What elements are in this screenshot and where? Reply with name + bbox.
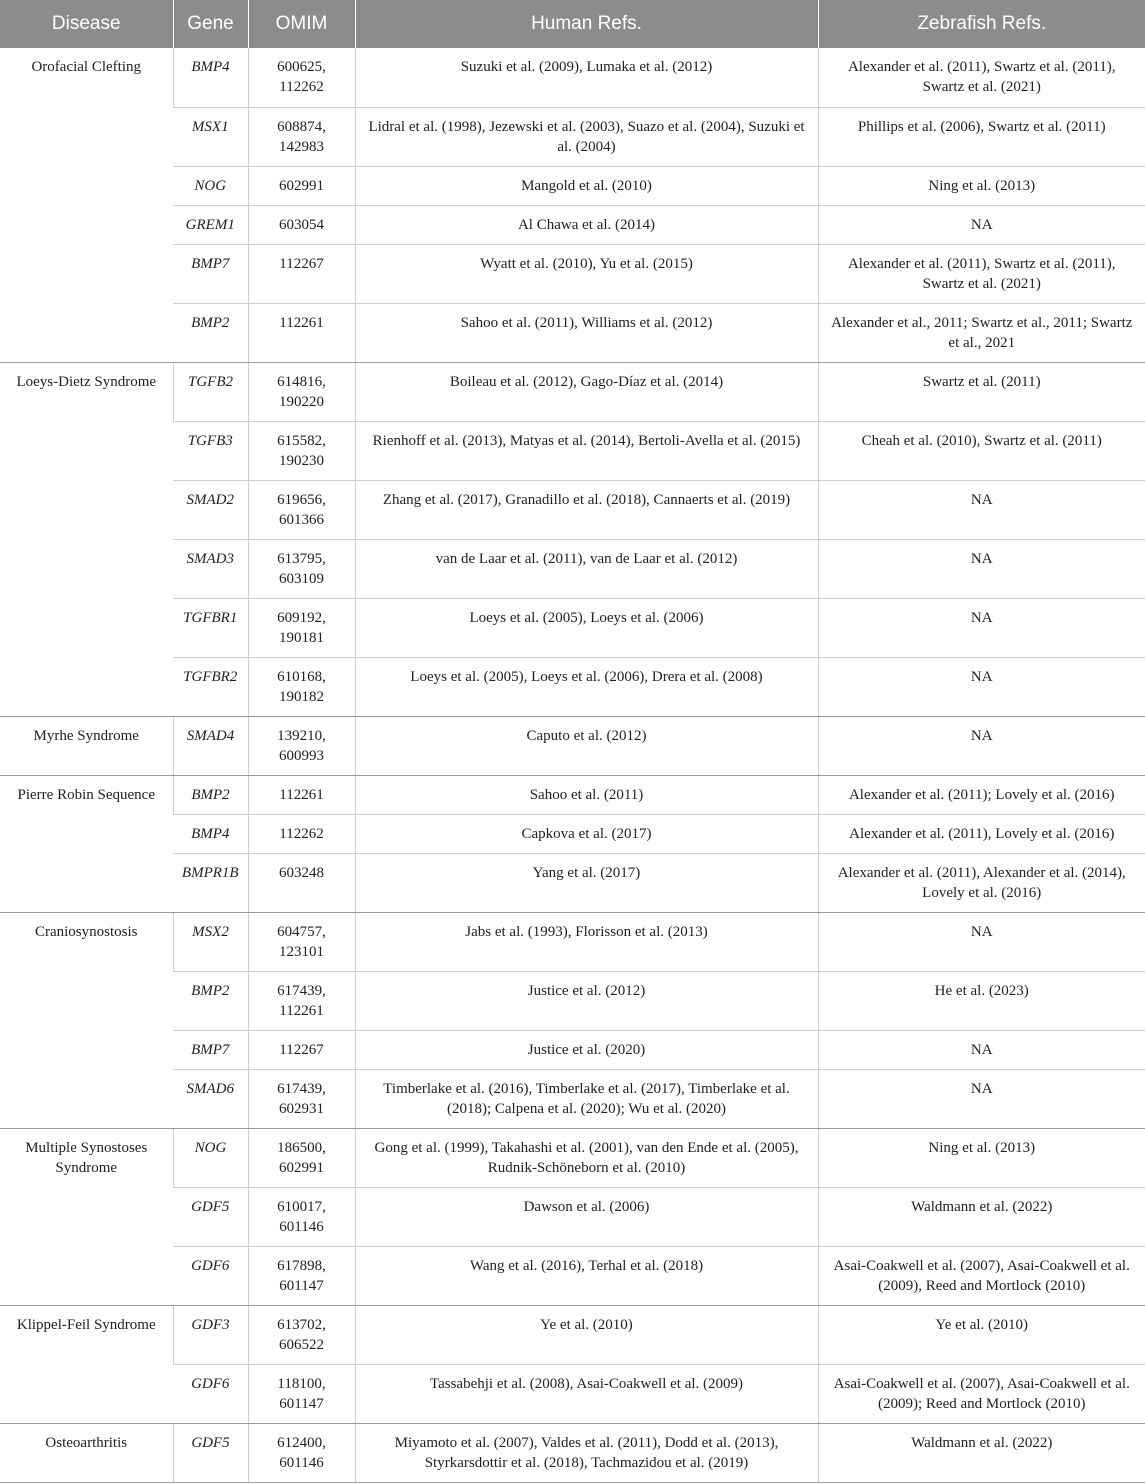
zebrafish-refs-cell: Cheah et al. (2010), Swartz et al. (2011) xyxy=(818,421,1145,480)
omim-cell: 112261 xyxy=(248,303,355,362)
human-refs-cell: Suzuki et al. (2009), Lumaka et al. (2012) xyxy=(355,48,818,107)
zebrafish-refs-cell: NA xyxy=(818,1069,1145,1128)
zebrafish-refs-cell: Phillips et al. (2006), Swartz et al. (2011) xyxy=(818,107,1145,166)
header-omim: OMIM xyxy=(248,0,355,48)
omim-cell: 608874, 142983 xyxy=(248,107,355,166)
omim-cell: 610168, 190182 xyxy=(248,657,355,716)
human-refs-cell: Tassabehji et al. (2008), Asai-Coakwell et al. (2009) xyxy=(355,1364,818,1423)
omim-cell: 186500, 602991 xyxy=(248,1128,355,1187)
omim-cell: 112267 xyxy=(248,1030,355,1069)
human-refs-cell: Caputo et al. (2012) xyxy=(355,716,818,775)
zebrafish-refs-cell: Swartz et al. (2011) xyxy=(818,362,1145,421)
omim-cell: 617898, 601147 xyxy=(248,1246,355,1305)
omim-cell: 613702, 606522 xyxy=(248,1305,355,1364)
human-refs-cell: Capkova et al. (2017) xyxy=(355,814,818,853)
gene-cell: GDF6 xyxy=(173,1246,248,1305)
gene-cell: BMP4 xyxy=(173,48,248,107)
gene-cell: BMP2 xyxy=(173,303,248,362)
disease-cell: Orofacial Clefting xyxy=(0,48,173,362)
table-row xyxy=(0,775,1145,814)
omim-cell: 619656, 601366 xyxy=(248,480,355,539)
table-row xyxy=(0,362,1145,421)
omim-cell: 614816, 190220 xyxy=(248,362,355,421)
omim-cell: 118100, 601147 xyxy=(248,1364,355,1423)
zebrafish-refs-cell: Alexander et al. (2011); Lovely et al. (2016) xyxy=(818,775,1145,814)
table-row xyxy=(0,1128,1145,1187)
omim-cell: 617439, 112261 xyxy=(248,971,355,1030)
omim-cell: 615582, 190230 xyxy=(248,421,355,480)
header-gene: Gene xyxy=(173,0,248,48)
gene-cell: MSX1 xyxy=(173,107,248,166)
gene-cell: BMP7 xyxy=(173,1030,248,1069)
human-refs-cell: Mangold et al. (2010) xyxy=(355,166,818,205)
omim-cell: 112262 xyxy=(248,814,355,853)
omim-cell: 112267 xyxy=(248,244,355,303)
zebrafish-refs-cell: Ye et al. (2010) xyxy=(818,1305,1145,1364)
human-refs-cell: Al Chawa et al. (2014) xyxy=(355,205,818,244)
zebrafish-refs-cell: Alexander et al. (2011), Lovely et al. (2016) xyxy=(818,814,1145,853)
zebrafish-refs-cell: NA xyxy=(818,1030,1145,1069)
gene-cell: GDF5 xyxy=(173,1423,248,1482)
table-row xyxy=(0,912,1145,971)
table-row xyxy=(0,716,1145,775)
human-refs-cell: Sahoo et al. (2011), Williams et al. (2012) xyxy=(355,303,818,362)
omim-cell: 602991 xyxy=(248,166,355,205)
zebrafish-refs-cell: Asai-Coakwell et al. (2007), Asai-Coakwell et al. (2009), Reed and Mortlock (2010) xyxy=(818,1246,1145,1305)
gene-cell: SMAD2 xyxy=(173,480,248,539)
human-refs-cell: Zhang et al. (2017), Granadillo et al. (2018), Cannaerts et al. (2019) xyxy=(355,480,818,539)
zebrafish-refs-cell: Waldmann et al. (2022) xyxy=(818,1187,1145,1246)
human-refs-cell: Boileau et al. (2012), Gago-Díaz et al. (2014) xyxy=(355,362,818,421)
zebrafish-refs-cell: Waldmann et al. (2022) xyxy=(818,1423,1145,1482)
human-refs-cell: Justice et al. (2012) xyxy=(355,971,818,1030)
zebrafish-refs-cell: NA xyxy=(818,539,1145,598)
gene-cell: NOG xyxy=(173,1128,248,1187)
omim-cell: 612400, 601146 xyxy=(248,1423,355,1482)
gene-cell: BMP2 xyxy=(173,971,248,1030)
human-refs-cell: Justice et al. (2020) xyxy=(355,1030,818,1069)
zebrafish-refs-cell: NA xyxy=(818,205,1145,244)
header-zebrafish-refs: Zebrafish Refs. xyxy=(818,0,1145,48)
disease-cell: Multiple Synostoses Syndrome xyxy=(0,1128,173,1305)
human-refs-cell: Yang et al. (2017) xyxy=(355,853,818,912)
omim-cell: 617439, 602931 xyxy=(248,1069,355,1128)
disease-cell: Pierre Robin Sequence xyxy=(0,775,173,912)
gene-cell: SMAD4 xyxy=(173,716,248,775)
human-refs-cell: Lidral et al. (1998), Jezewski et al. (2003), Suazo et al. (2004), Suzuki et al. (2004) xyxy=(355,107,818,166)
human-refs-cell: Gong et al. (1999), Takahashi et al. (2001), van den Ende et al. (2005), Rudnik-Schöneborn et al. (2010) xyxy=(355,1128,818,1187)
zebrafish-refs-cell: Ning et al. (2013) xyxy=(818,1128,1145,1187)
gene-cell: GREM1 xyxy=(173,205,248,244)
omim-cell: 600625, 112262 xyxy=(248,48,355,107)
gene-cell: BMPR1B xyxy=(173,853,248,912)
disease-cell: Klippel-Feil Syndrome xyxy=(0,1305,173,1423)
omim-cell: 609192, 190181 xyxy=(248,598,355,657)
gene-cell: BMP4 xyxy=(173,814,248,853)
table-row xyxy=(0,48,1145,107)
omim-cell: 613795, 603109 xyxy=(248,539,355,598)
gene-cell: TGFBR2 xyxy=(173,657,248,716)
gene-cell: TGFB3 xyxy=(173,421,248,480)
omim-cell: 112261 xyxy=(248,775,355,814)
zebrafish-refs-cell: Alexander et al. (2011), Swartz et al. (2011), Swartz et al. (2021) xyxy=(818,48,1145,107)
human-refs-cell: Dawson et al. (2006) xyxy=(355,1187,818,1246)
human-refs-cell: Ye et al. (2010) xyxy=(355,1305,818,1364)
zebrafish-refs-cell: Alexander et al., 2011; Swartz et al., 2011; Swartz et al., 2021 xyxy=(818,303,1145,362)
zebrafish-refs-cell: Ning et al. (2013) xyxy=(818,166,1145,205)
human-refs-cell: van de Laar et al. (2011), van de Laar et al. (2012) xyxy=(355,539,818,598)
gene-cell: GDF5 xyxy=(173,1187,248,1246)
header-disease: Disease xyxy=(0,0,173,48)
disease-cell: Osteoarthritis xyxy=(0,1423,173,1482)
human-refs-cell: Jabs et al. (1993), Florisson et al. (2013) xyxy=(355,912,818,971)
human-refs-cell: Sahoo et al. (2011) xyxy=(355,775,818,814)
header-human-refs: Human Refs. xyxy=(355,0,818,48)
gene-cell: BMP7 xyxy=(173,244,248,303)
human-refs-cell: Loeys et al. (2005), Loeys et al. (2006) xyxy=(355,598,818,657)
gene-cell: SMAD3 xyxy=(173,539,248,598)
omim-cell: 610017, 601146 xyxy=(248,1187,355,1246)
gene-cell: TGFB2 xyxy=(173,362,248,421)
human-refs-cell: Timberlake et al. (2016), Timberlake et al. (2017), Timberlake et al. (2018); Calpena et al. (2020); Wu et al. (2020) xyxy=(355,1069,818,1128)
gene-cell: SMAD6 xyxy=(173,1069,248,1128)
table-row xyxy=(0,1423,1145,1482)
zebrafish-refs-cell: Alexander et al. (2011), Swartz et al. (2011), Swartz et al. (2021) xyxy=(818,244,1145,303)
disease-cell: Loeys-Dietz Syndrome xyxy=(0,362,173,716)
gene-cell: MSX2 xyxy=(173,912,248,971)
gene-cell: NOG xyxy=(173,166,248,205)
human-refs-cell: Rienhoff et al. (2013), Matyas et al. (2014), Bertoli-Avella et al. (2015) xyxy=(355,421,818,480)
human-refs-cell: Miyamoto et al. (2007), Valdes et al. (2011), Dodd et al. (2013), Styrkarsdottir et al. (2018), Tachmazidou et al. (2019) xyxy=(355,1423,818,1482)
human-refs-cell: Wang et al. (2016), Terhal et al. (2018) xyxy=(355,1246,818,1305)
zebrafish-refs-cell: NA xyxy=(818,912,1145,971)
omim-cell: 603054 xyxy=(248,205,355,244)
zebrafish-refs-cell: NA xyxy=(818,716,1145,775)
table-header-row xyxy=(0,0,1145,48)
zebrafish-refs-cell: NA xyxy=(818,657,1145,716)
zebrafish-refs-cell: He et al. (2023) xyxy=(818,971,1145,1030)
gene-cell: GDF6 xyxy=(173,1364,248,1423)
human-refs-cell: Loeys et al. (2005), Loeys et al. (2006), Drera et al. (2008) xyxy=(355,657,818,716)
gene-cell: TGFBR1 xyxy=(173,598,248,657)
table-row xyxy=(0,1305,1145,1364)
gene-cell: GDF3 xyxy=(173,1305,248,1364)
gene-cell: BMP2 xyxy=(173,775,248,814)
zebrafish-refs-cell: NA xyxy=(818,598,1145,657)
human-refs-cell: Wyatt et al. (2010), Yu et al. (2015) xyxy=(355,244,818,303)
zebrafish-refs-cell: Asai-Coakwell et al. (2007), Asai-Coakwell et al. (2009); Reed and Mortlock (2010) xyxy=(818,1364,1145,1423)
omim-cell: 603248 xyxy=(248,853,355,912)
zebrafish-refs-cell: NA xyxy=(818,480,1145,539)
disease-cell: Myrhe Syndrome xyxy=(0,716,173,775)
zebrafish-refs-cell: Alexander et al. (2011), Alexander et al. (2014), Lovely et al. (2016) xyxy=(818,853,1145,912)
omim-cell: 139210, 600993 xyxy=(248,716,355,775)
disease-cell: Craniosynostosis xyxy=(0,912,173,1128)
omim-cell: 604757, 123101 xyxy=(248,912,355,971)
